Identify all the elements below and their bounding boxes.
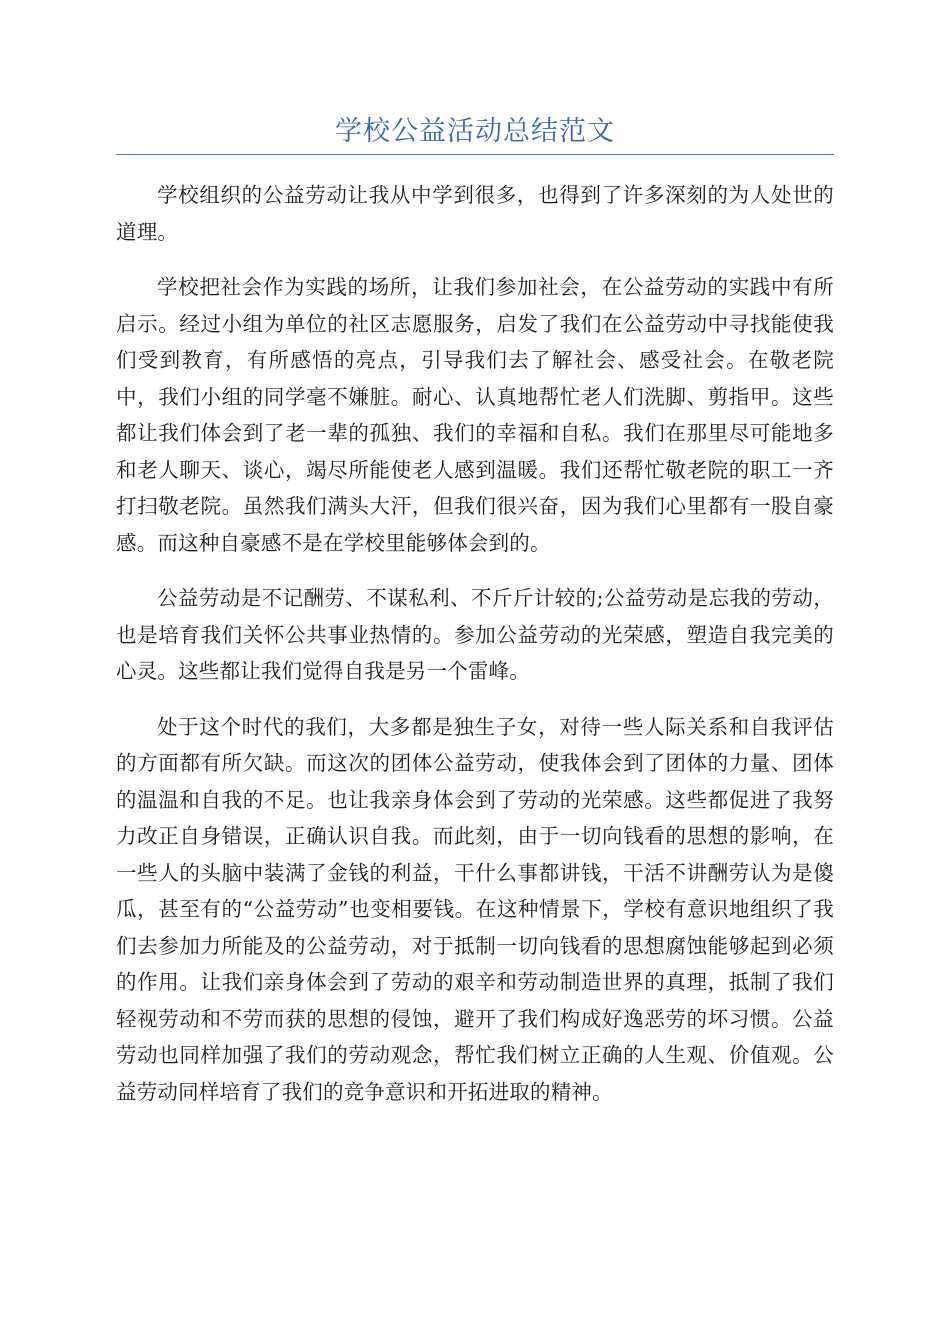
paragraph-4: 处于这个时代的我们，大多都是独生子女，对待一些人际关系和自我评估的方面都有所欠缺。而这次的团体公益劳动，使我体会到了团体的力量、团体的温温和自我的不足。也让我亲身体会到了劳动的光荣感。这些都促进了我努力改正自身错误，正确认识自我。而此刻，由于一切向钱看的思想的影响，在一些人的头脑中装满了金钱的利益，干什么事都讲钱，干活不讲酬劳认为是傻瓜，甚至有的“公益劳动”也变相要钱。在这种情景下，学校有意识地组织了我们去参加力所能及的公益劳动，对于抵制一切向钱看的思想腐蚀能够起到必须的作用。让我们亲身体会到了劳动的艰辛和劳动制造世界的真理，抵制了我们轻视劳动和不劳而获的思想的侵蚀，避开了我们构成好逸恶劳的坏习惯。公益劳动也同样加强了我们的劳动观念，帮忙我们树立正确的人生观、价值观。公益劳动同样培育了我们的竞争意识和开拓进取的精神。: [116, 714, 834, 1104]
paragraph-3: 公益劳动是不记酬劳、不谋私利、不斤斤计较的;公益劳动是忘我的劳动，也是培育我们关怀公共事业热情的。参加公益劳动的光荣感，塑造自我完美的心灵。这些都让我们觉得自我是另一个雷峰。: [116, 586, 834, 683]
title-underline-divider: [116, 154, 834, 155]
paragraph-1: 学校组织的公益劳动让我从中学到很多，也得到了许多深刻的为人处世的道理。: [116, 183, 834, 244]
document-title: 学校公益活动总结范文: [335, 116, 615, 147]
document-body: [116, 177, 834, 1129]
paragraph-2: 学校把社会作为实践的场所，让我们参加社会，在公益劳动的实践中有所启示。经过小组为单位的社区志愿服务，启发了我们在公益劳动中寻找能使我们受到教育，有所感悟的亮点，引导我们去了解社会、感受社会。在敬老院中，我们小组的同学毫不嫌脏。耐心、认真地帮忙老人们洗脚、剪指甲。这些都让我们体会到了老一辈的孤独、我们的幸福和自私。我们在那里尽可能地多和老人聊天、谈心，竭尽所能使老人感到温暖。我们还帮忙敬老院的职工一齐打扫敬老院。虽然我们满头大汗，但我们很兴奋，因为我们心里都有一股自豪感。而这种自豪感不是在学校里能够体会到的。: [116, 275, 834, 555]
